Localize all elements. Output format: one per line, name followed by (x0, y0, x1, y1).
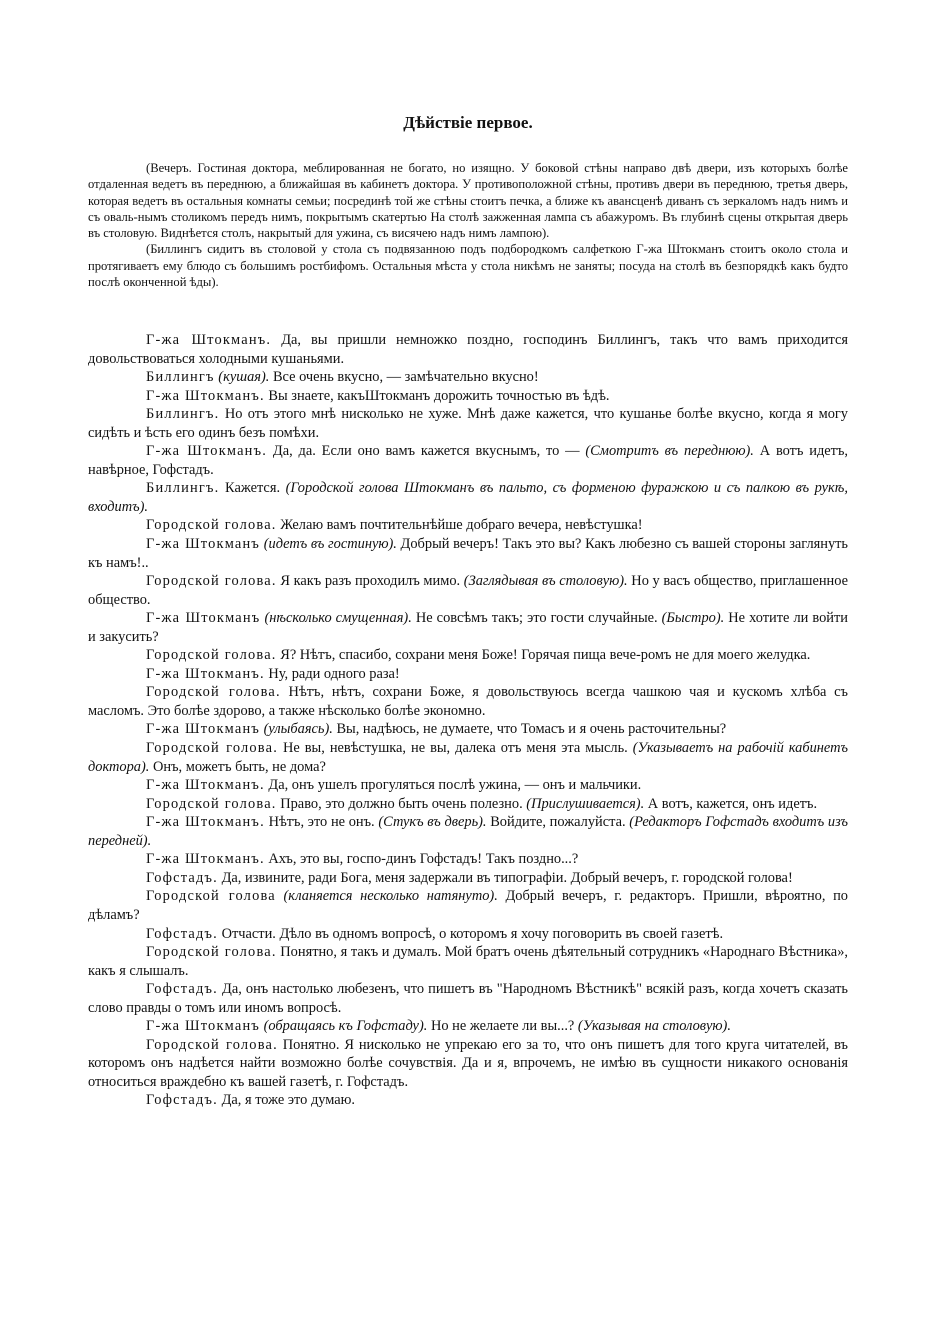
speaker-name: Городской голова. (146, 740, 278, 757)
dialogue-line (88, 665, 848, 684)
speech-text: Все очень вкусно, — замѣчательно вкусно! (269, 369, 539, 386)
speaker-name: Гофстадъ. (146, 869, 218, 886)
stage-remark: (Быстро). (661, 610, 725, 627)
speaker-name: Городской голова. (146, 684, 281, 701)
speech-text: Не вы, невѣстушка, не вы, далека отъ меня эта мысль. (283, 740, 633, 757)
speaker-name: Г-жа Штокманъ. (146, 665, 265, 682)
dialogue-line (88, 850, 848, 869)
stage-remark: (обращаясь къ Гофстаду). (263, 1018, 428, 1035)
speech-text: Нѣтъ, это не онъ. (268, 814, 379, 831)
speech-text: Добрый вечеръ! Такъ это вы? Какъ любезно съ вашей стороны заглянуть къ намъ!.. (88, 536, 848, 571)
speech-text: Желаю вамъ почтительнѣйше добраго вечера, невѣстушка! (280, 517, 643, 534)
dialogue-line (88, 795, 848, 814)
speech-text: Но не желаете ли вы...? (427, 1018, 578, 1035)
speaker-name: Городской голова. (146, 573, 277, 590)
stage-remark: (Смотритъ въ переднюю). (585, 443, 754, 460)
speaker-name: Гофстадъ. (146, 1092, 218, 1109)
speech-text: Понятно, я такъ и думалъ. Мой братъ очень дѣятельный сотрудникъ «Народнаго Вѣстника», какъ я слышалъ. (88, 944, 848, 979)
speech-text: Онъ, можетъ быть, не дома? (149, 758, 326, 775)
speaker-name: Г-жа Штокманъ. (146, 851, 265, 868)
act-title: Дѣйствіе первое. (403, 113, 533, 132)
speaker-name: Г-жа Штокманъ. (146, 387, 265, 404)
dialogue-line (88, 1017, 848, 1036)
speech-text: Право, это должно быть очень полезно. (280, 795, 527, 812)
dialogue-line (88, 442, 848, 479)
speaker-name: Г-жа Штокманъ. (146, 332, 272, 348)
dialogue-line (88, 479, 848, 516)
stage-directions (88, 160, 848, 290)
dialogue-line (88, 331, 848, 368)
speaker-name: Гофстадъ. (146, 925, 218, 942)
speech-text: Добрый вечеръ, г. редакторъ. Пришли, вѣроятно, по дѣламъ? (88, 888, 848, 923)
speech-text: Войдите, пожалуйста. (486, 814, 630, 831)
speaker-name: Г-жа Штокманъ. (146, 777, 265, 794)
stage-remark: (нѣсколько смущенная). (264, 610, 412, 627)
speech-text: Но отъ этого мнѣ нисколько не хуже. Мнѣ даже кажется, что кушанье болѣе вкусно, когда я могу сидѣть и ѣсть его одинъ безъ помѣхи. (88, 406, 848, 441)
speaker-name: Биллингъ. (146, 480, 220, 497)
dialogue-line (88, 387, 848, 406)
speaker-name: Городской голова. (146, 795, 277, 812)
stage-remark: (Прислушивается). (526, 795, 645, 812)
stage-remark: (Указывая на столовую). (577, 1018, 731, 1035)
speaker-name: Г-жа Штокманъ (146, 536, 261, 553)
speech-text: А вотъ, кажется, онъ идетъ. (644, 795, 818, 812)
speaker-name: Г-жа Штокманъ. (146, 443, 268, 460)
dialogue-line (88, 1091, 848, 1110)
dialogue-line (88, 720, 848, 739)
stage-remark: (кланяется несколько натянуто). (283, 888, 498, 905)
speech-text: Но у васъ общество, приглашенное общество. (88, 573, 849, 608)
dialogue-line (88, 869, 848, 888)
speaker-name: Биллингъ (146, 369, 215, 386)
dialogue-line (88, 943, 848, 980)
speech-text: Да, да. Если оно вамъ кажется вкуснымъ, то — (272, 443, 586, 460)
dialogue-block (88, 331, 848, 1110)
dialogue-line (88, 739, 848, 776)
dialogue-line (88, 405, 848, 442)
dialogue-line (88, 572, 848, 609)
speaker-name: Городской голова. (146, 517, 277, 534)
dialogue-line (88, 1036, 848, 1092)
speaker-name: Городской голова. (146, 647, 277, 664)
speech-text: Отчасти. Дѣло въ одномъ вопросѣ, о которомъ я хочу поговорить въ своей газетѣ. (221, 925, 724, 942)
stage-remark: (Редакторъ Гофстадъ входитъ изъ передней). (88, 814, 848, 849)
speaker-name: Городской голова (146, 888, 276, 905)
speech-text: Кажется. (225, 480, 286, 497)
speech-text: Да, извините, ради Бога, меня задержали въ типографіи. Добрый вечеръ, г. городской голова! (221, 869, 793, 886)
stage-remark: (Заглядывая въ столовую). (463, 573, 628, 590)
speech-text: Ахъ, это вы, госпо-динъ Гофстадъ! Такъ поздно...? (268, 851, 579, 868)
speech-text: А вотъ идетъ, навѣрное, Гофстадъ. (88, 443, 848, 478)
speech-text: Я? Нѣтъ, спасибо, сохрани меня Боже! Горячая пища вече-ромъ не для моего желудка. (280, 647, 811, 664)
speech-text: Да, я тоже это думаю. (221, 1092, 356, 1109)
speech-text: Нѣтъ, нѣтъ, сохрани Боже, я довольствуюсь всегда чашкою чая и кускомъ хлѣба съ масломъ. Это болѣе здорово, а также нѣсколько болѣе экономно. (88, 684, 848, 719)
dialogue-line (88, 516, 848, 535)
dialogue-line (88, 609, 848, 646)
dialogue-line (88, 683, 848, 720)
stage-remark: (Стукъ въ дверь). (378, 814, 487, 831)
dialogue-line (88, 887, 848, 924)
speech-text: Ну, ради одного раза! (268, 665, 400, 682)
stage-remark: (Городской голова Штокманъ въ пальто, съ форменою фуражкою и съ палкою въ рукѣ, входитъ). (88, 480, 848, 515)
speaker-name: Г-жа Штокманъ (146, 610, 261, 627)
dialogue-line (88, 646, 848, 665)
speaker-name: Городской голова. (146, 944, 277, 961)
speech-text: Да, онъ настолько любезенъ, что пишетъ въ "Народномъ Вѣстникѣ" всякій разъ, когда хочетъ сказать слово правды о томъ или иномъ вопросѣ. (88, 981, 848, 1016)
document-page (88, 0, 848, 1333)
stage-direction-paragraph: (Биллингъ сидитъ въ столовой у стола съ подвязанною подъ подбородкомъ салфеткою Г-жа Штокманъ стоитъ около стола и протягиваетъ ему блюдо съ большимъ ростбифомъ. Остальныя мѣста у стола никѣмъ не заняты; посуда на столѣ въ безпорядкѣ какъ будто послѣ оконченной ѣды). (88, 242, 848, 290)
speaker-name: Биллингъ. (146, 406, 220, 423)
dialogue-line (88, 776, 848, 795)
speech-text: Да, онъ ушелъ прогуляться послѣ ужина, — онъ и мальчики. (268, 777, 642, 794)
speech-text: Не хотите ли войти и закусить? (88, 610, 848, 645)
dialogue-line (88, 535, 848, 572)
speaker-name: Городской голова. (146, 1036, 278, 1053)
speech-text: Не совсѣмъ такъ; это гости случайные. (411, 610, 662, 627)
speaker-name: Г-жа Штокманъ (146, 721, 260, 738)
speech-text: Я какъ разъ проходилъ мимо. (280, 573, 464, 590)
stage-direction-paragraph: (Вечеръ. Гостиная доктора, меблированная не богато, но изящно. У боковой стѣны направо двѣ двери, изъ которыхъ болѣе отдаленная ведетъ въ переднюю, а ближайшая въ кабинетъ доктора. У противоположной стѣны, противъ двери въ переднюю, третья дверь, которая ведетъ въ остальныя комнаты семьи; посрединѣ той же стѣны стоитъ печка, а ближе къ авансценѣ диванъ съ зеркаломъ надъ нимъ и съ оваль-нымъ столикомъ передъ нимъ, покрытымъ скатертью На столѣ зажженная лампа съ абажуромъ. Въ глубинѣ сцены открытая дверь въ столовую. Виднѣется столъ, накрытый для ужина, съ висячею надъ нимъ лампою). (88, 161, 848, 241)
speech-text: Понятно. Я нисколько не упрекаю его за то, что онъ пишетъ для того круга читателей, въ которомъ онъ надѣется найти возможно болѣе сочувствія. Да и я, впрочемъ, не имѣю въ сущности никакого основанія относиться враждебно къ вашей газетѣ, г. Гофстадъ. (88, 1036, 848, 1090)
dialogue-line (88, 980, 848, 1017)
speech-text: Да, вы пришли немножко поздно, господинъ Биллингъ, такъ что вамъ приходится довольствоваться холодными кушаньями. (88, 332, 849, 367)
speech-text: Вы знаете, какъШтокманъ дорожить точностью въ ѣдѣ. (268, 387, 610, 404)
speaker-name: Гофстадъ. (146, 981, 218, 998)
dialogue-line (88, 925, 848, 944)
speaker-name: Г-жа Штокманъ (146, 1018, 260, 1035)
dialogue-line (88, 368, 848, 387)
stage-remark: (Указываетъ на рабочій кабинетъ доктора). (88, 740, 848, 775)
dialogue-line (88, 813, 848, 850)
stage-remark: (улыбаясь). (263, 721, 333, 738)
speech-text: Вы, надѣюсь, не думаете, что Томасъ и я очень расточительны? (332, 721, 727, 738)
speaker-name: Г-жа Штокманъ. (146, 814, 265, 831)
stage-remark: (кушая). (218, 369, 270, 386)
stage-remark: (идетъ въ гостиную). (263, 536, 397, 553)
